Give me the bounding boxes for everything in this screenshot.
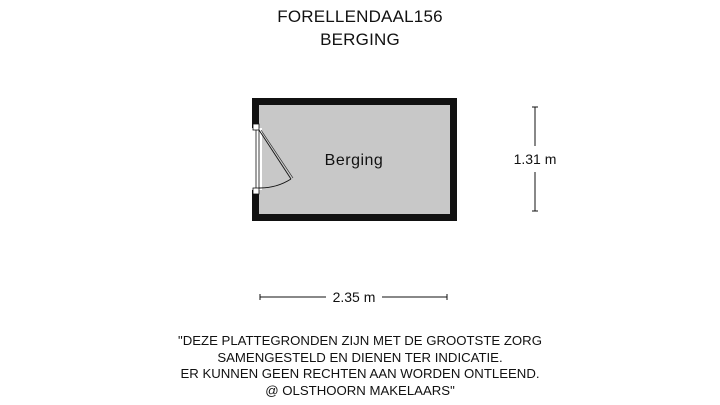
plan-address-title: FORELLENDAAL156 [277,7,443,26]
room-label: Berging [324,152,384,169]
door-jamb-bottom [253,188,259,194]
door-opening [251,128,262,190]
width-dimension-label: 2.35 m [332,289,376,305]
disclaimer-line: SAMENGESTELD EN DIENEN TER INDICATIE. [217,349,503,365]
disclaimer [0,333,720,399]
disclaimer-line: @ OLSTHOORN MAKELAARS" [265,382,455,398]
depth-dimension-label: 1.31 m [513,151,557,167]
disclaimer-line: "DEZE PLATTEGRONDEN ZIJN MET DE GROOTSTE ZORG [178,333,542,348]
disclaimer-line: ER KUNNEN GEEN RECHTEN AAN WORDEN ONTLEEND. [180,366,540,381]
door-jamb-top [253,124,259,130]
plan-floor-title: BERGING [320,30,400,49]
